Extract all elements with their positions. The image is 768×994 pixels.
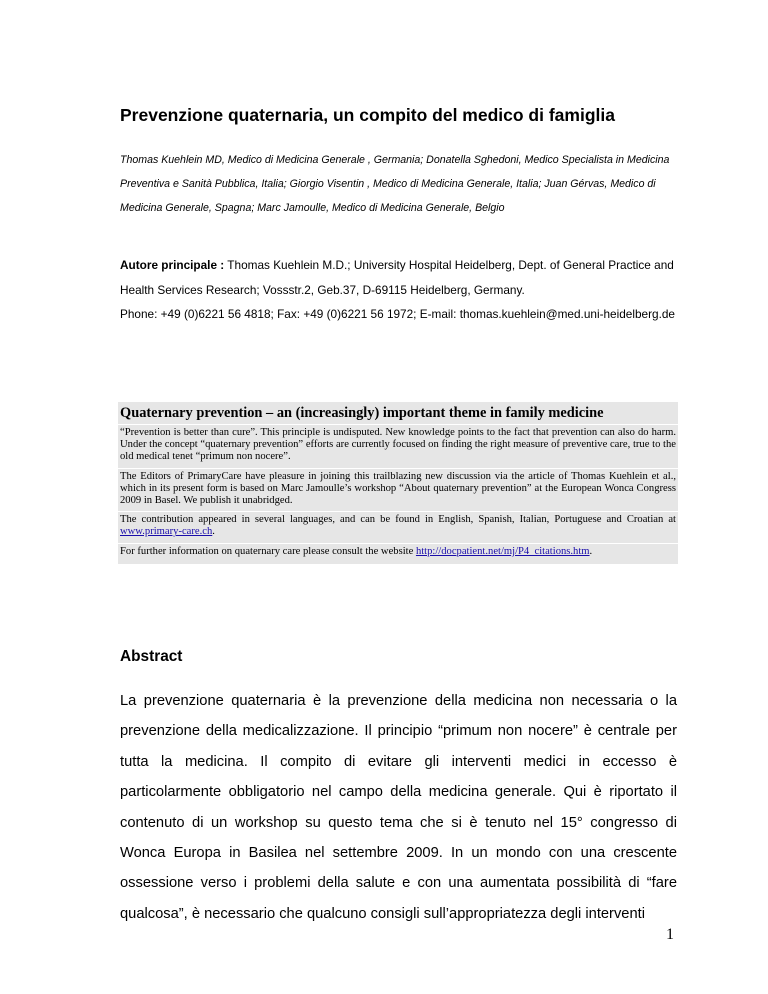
editorial-paragraph-4-end: .	[589, 545, 593, 557]
correspondence-block	[120, 253, 695, 327]
editorial-paragraph-3-end: .	[212, 526, 215, 538]
page-number: 1	[666, 926, 674, 943]
citations-link[interactable]: http://docpatient.net/mj/P4_citations.htm	[415, 545, 590, 557]
editorial-paragraph-4-text: For further information on quaternary care please consult the website	[120, 545, 416, 557]
abstract-body	[120, 686, 677, 929]
correspondence-address	[120, 253, 695, 302]
editorial-paragraph-4	[118, 543, 678, 564]
page-title: Prevenzione quaternaria, un compito del medico di famiglia	[120, 105, 615, 125]
editorial-heading: Quaternary prevention – an (increasingly) important theme in family medicine	[120, 405, 604, 421]
abstract-text: La prevenzione quaternaria è la prevenzione della medicina non necessaria o la prevenzione della medicalizzazione. Il principio “primum non nocere” è centrale per tutta la medicina. Il compito di evitare gli interventi medici in eccesso è particolarmente obbligatorio nel campo della medicina generale. Qui è riportato il contenuto di un workshop su questo tema che si è tenuto nel 15° congresso di Wonca Europa in Basilea nel settembre 2009. In un mondo con una crescente ossessione verso i problemi della salute e con una aumentata possibilità di “fare qualcosa”, è necessario che qualcuno consigli sull’appropriatezza degli interventi	[120, 693, 677, 922]
correspondence-contact: Phone: +49 (0)6221 56 4818; Fax: +49 (0)6221 56 1972; E-mail: thomas.kuehlein@med.uni-heidelberg.de	[120, 307, 675, 322]
author-list: Thomas Kuehlein MD, Medico di Medicina Generale , Germania; Donatella Sghedoni, Medico Specialista in Medicina Preventiva e Sanità Pubblica, Italia; Giorgio Visentin , Medico di Medicina Generale, Italia; Juan Gérvas, Medico di Medicina Generale, Spagna; Marc Jamoulle, Medico di Medicina Generale, Belgio	[120, 154, 670, 215]
editorial-paragraph-2: The Editors of PrimaryCare have pleasure in joining this trailblazing new discussion via the article of Thomas Kuehlein et al., which in its present form is based on Marc Jamoulle’s workshop “About quaternary prevention” at the European Wonca Congress 2009 in Basel. We publish it unabridged.	[118, 468, 678, 512]
correspondence-address-text: Thomas Kuehlein M.D.; University Hospital Heidelberg, Dept. of General Practice and Health Services Research; Vossstr.2, Geb.37, D-69115 Heidelberg, Germany.	[120, 258, 674, 297]
editorial-paragraph-3-text: The contribution appeared in several languages, and can be found in English, Spanish, Italian, Portuguese and Croatian at	[120, 514, 676, 526]
correspondence-label: Autore principale :	[120, 258, 225, 272]
editorial-paragraph-3	[118, 511, 678, 542]
primary-care-link[interactable]: www.primary-care.ch	[120, 526, 213, 538]
editorial-box	[118, 402, 678, 564]
editorial-paragraph-1: “Prevention is better than cure”. This principle is undisputed. New knowledge points to the fact that prevention can also do harm. Under the concept “quaternary prevention” efforts are currently focused on finding the right measure of preventive care, true to the old medical tenet “primum non nocere”.	[118, 424, 678, 468]
abstract-heading: Abstract	[120, 648, 183, 665]
